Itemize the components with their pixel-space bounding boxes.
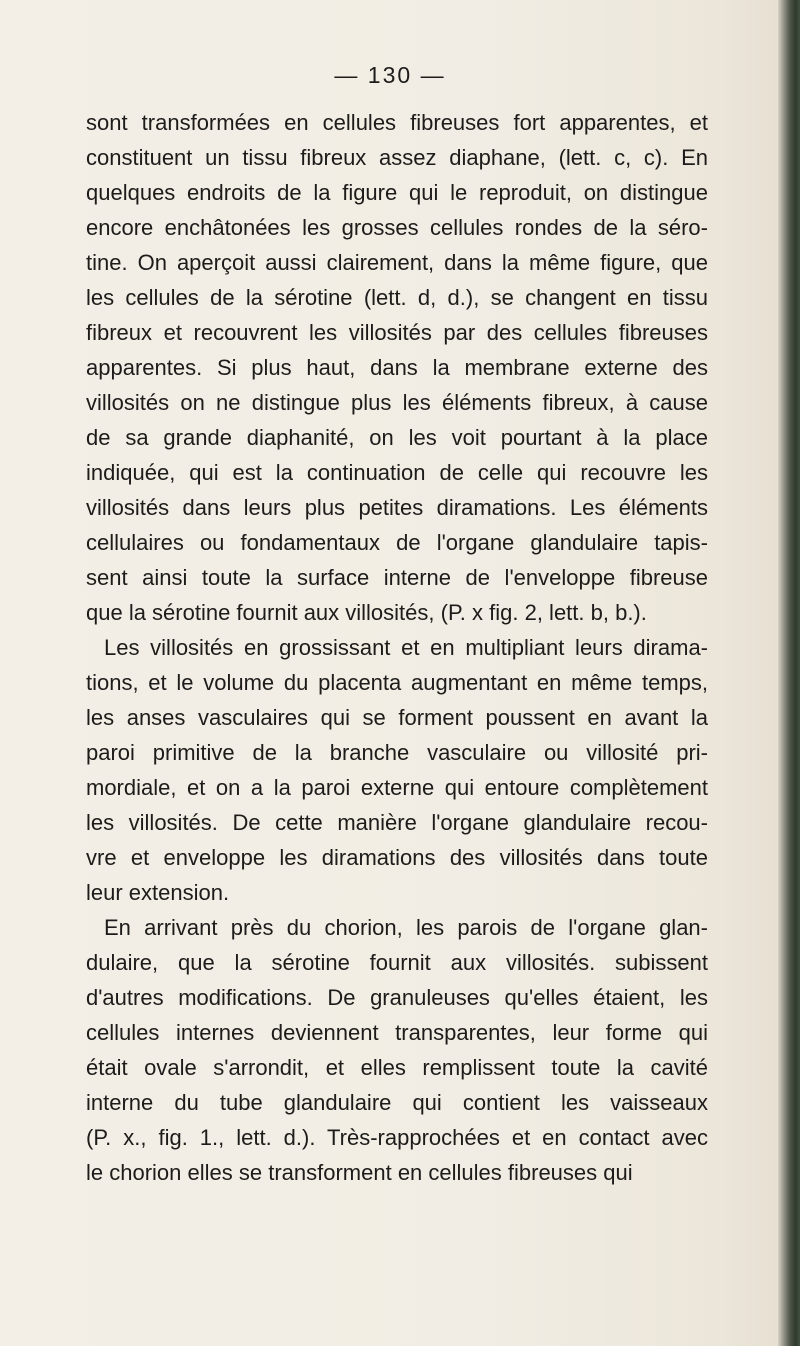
text-line: leur extension. [86, 880, 230, 905]
text-line: quelques endroits de la figure qui le reproduit, on distingue [86, 180, 708, 205]
text-line: les cellules de la sérotine (lett. d, d.), se changent en tissu [86, 285, 708, 310]
text-line: paroi primitive de la branche vasculaire ou villosité pri- [86, 740, 708, 765]
text-line: les villosités. De cette manière l'organe glandulaire recou- [86, 810, 708, 835]
page-edge [778, 0, 800, 1346]
page-number: — 130 — [334, 62, 446, 88]
text-line: villosités on ne distingue plus les éléments fibreux, à cause [86, 390, 708, 415]
text-line: les anses vasculaires qui se forment poussent en avant la [86, 705, 708, 730]
text-line: d'autres modifications. De granuleuses qu'elles étaient, les [86, 985, 708, 1010]
text-line: dulaire, que la sérotine fournit aux villosités. subissent [86, 950, 708, 975]
text-line: Les villosités en grossissant et en multipliant leurs dirama- [104, 635, 708, 660]
text-line: cellulaires ou fondamentaux de l'organe glandulaire tapis- [86, 530, 708, 555]
text-line: le chorion elles se transforment en cellules fibreuses qui [86, 1160, 633, 1185]
text-line: indiquée, qui est la continuation de celle qui recouvre les [86, 460, 708, 485]
text-line: sent ainsi toute la surface interne de l'enveloppe fibreuse [86, 565, 708, 590]
text-line: que la sérotine fournit aux villosités, (P. x fig. 2, lett. b, b.). [86, 600, 647, 625]
text-line: cellules internes deviennent transparentes, leur forme qui [86, 1020, 708, 1045]
body-text [86, 105, 708, 1190]
text-line: vre et enveloppe les diramations des villosités dans toute [86, 845, 708, 870]
text-line: fibreux et recouvrent les villosités par des cellules fibreuses [86, 320, 708, 345]
text-line: apparentes. Si plus haut, dans la membrane externe des [86, 355, 708, 380]
text-line: sont transformées en cellules fibreuses fort apparentes, et [86, 110, 708, 135]
text-line: En arrivant près du chorion, les parois de l'organe glan- [104, 915, 708, 940]
text-line: (P. x., fig. 1., lett. d.). Très-rapprochées et en contact avec [86, 1125, 708, 1150]
text-line: interne du tube glandulaire qui contient les vaisseaux [86, 1090, 708, 1115]
text-line: mordiale, et on a la paroi externe qui entoure complètement [86, 775, 708, 800]
text-line: encore enchâtonées les grosses cellules rondes de la séro- [86, 215, 708, 240]
text-line: tions, et le volume du placenta augmentant en même temps, [86, 670, 708, 695]
text-line: villosités dans leurs plus petites diramations. Les éléments [86, 495, 708, 520]
text-line: constituent un tissu fibreux assez diaphane, (lett. c, c). En [86, 145, 708, 170]
text-line: tine. On aperçoit aussi clairement, dans la même figure, que [86, 250, 708, 275]
text-line: était ovale s'arrondit, et elles remplissent toute la cavité [86, 1055, 708, 1080]
text-line: de sa grande diaphanité, on les voit pourtant à la place [86, 425, 708, 450]
